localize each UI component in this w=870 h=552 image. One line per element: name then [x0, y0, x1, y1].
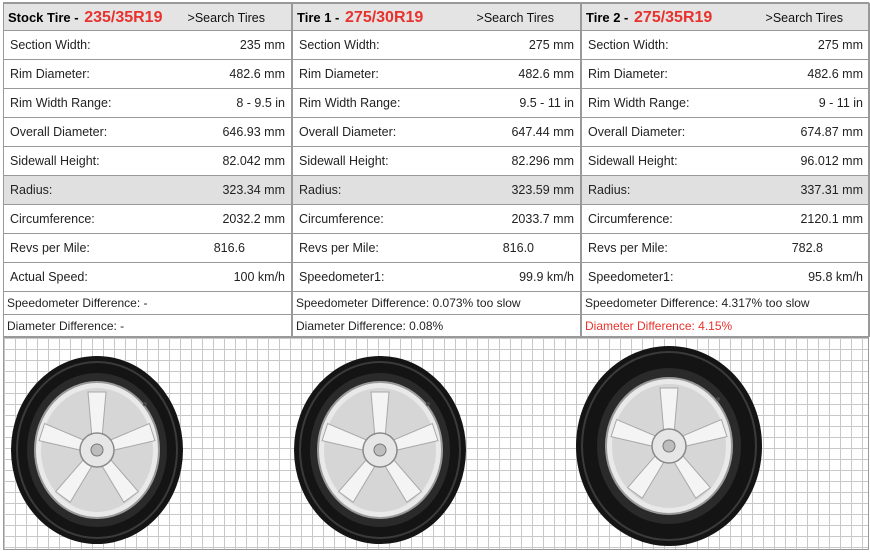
stock-rim-diameter-row	[3, 59, 292, 88]
tire2-speedometer-row	[581, 262, 870, 291]
stock-tire-title	[8, 9, 162, 27]
row-value: 96.012 mm	[800, 154, 863, 168]
row-label: Revs per Mile:	[588, 241, 668, 255]
row-value: 816.6	[213, 241, 245, 255]
row-label: Rim Width Range:	[299, 96, 401, 110]
row-label: Radius:	[10, 183, 53, 197]
row-label: Overall Diameter:	[588, 125, 686, 139]
tire2-rim-width-range-row	[581, 88, 870, 117]
row-value: 8 - 9.5 in	[236, 96, 285, 110]
row-label: Rim Diameter:	[299, 67, 379, 81]
stock-radius-row	[3, 175, 292, 204]
row-label: Rim Diameter:	[10, 67, 90, 81]
stock-circumference-row	[3, 204, 292, 233]
tire2-label: Tire 2 -	[586, 10, 633, 25]
row-value: 323.34 mm	[222, 183, 285, 197]
row-value: 782.8	[791, 241, 823, 255]
row-value: 816.0	[502, 241, 534, 255]
stock-tire-search-link[interactable]: >Search Tires	[187, 11, 265, 25]
tire2-revs-per-mile-row	[581, 233, 870, 262]
tire2-rim-diameter-row	[581, 59, 870, 88]
tire1-sidewall-height-row	[292, 146, 581, 175]
row-value: 275 mm	[528, 38, 574, 52]
row-value: 2032.2 mm	[222, 212, 285, 226]
stock-tire-column	[3, 3, 292, 337]
row-label: Speedometer1:	[299, 270, 385, 284]
tire2-column	[581, 3, 870, 337]
stock-revs-per-mile-row	[3, 233, 292, 262]
tire1-header	[292, 3, 581, 30]
row-value: 82.042 mm	[222, 154, 285, 168]
row-value: 9 - 11 in	[818, 96, 863, 110]
stock-tire-label: Stock Tire -	[8, 10, 83, 25]
row-label: Overall Diameter:	[10, 125, 108, 139]
tire1-section-width-row	[292, 30, 581, 59]
row-value: 95.8 km/h	[808, 270, 863, 284]
row-value: 646.93 mm	[222, 125, 285, 139]
tire2-circumference-row	[581, 204, 870, 233]
row-value: 9.5 - 11 in	[519, 96, 574, 110]
stock-rim-width-range-row	[3, 88, 292, 117]
stock-sidewall-height-row	[3, 146, 292, 175]
tire1-label: Tire 1 -	[297, 10, 344, 25]
tire1-title	[297, 9, 423, 27]
row-label: Sidewall Height:	[588, 154, 678, 168]
row-label: Sidewall Height:	[299, 154, 389, 168]
stock-tire-size: 235/35R19	[84, 9, 163, 26]
row-label: Radius:	[299, 183, 342, 197]
stock-actual-speed-row	[3, 262, 292, 291]
tire1-diameter-difference: Diameter Difference: 0.08%	[292, 314, 581, 337]
row-label: Overall Diameter:	[299, 125, 397, 139]
stock-section-width-row	[3, 30, 292, 59]
row-label: Circumference:	[588, 212, 673, 226]
tire1-speedometer-difference: Speedometer Difference: 0.073% too slow	[292, 291, 581, 314]
tire2-radius-row	[581, 175, 870, 204]
row-value: 275 mm	[817, 38, 863, 52]
row-value: 674.87 mm	[800, 125, 863, 139]
row-label: Revs per Mile:	[299, 241, 379, 255]
tire2-sidewall-height-row	[581, 146, 870, 175]
row-value: 482.6 mm	[518, 67, 574, 81]
row-label: Rim Width Range:	[10, 96, 112, 110]
row-label: Speedometer1:	[588, 270, 674, 284]
tire2-title	[586, 9, 712, 27]
tire2-section-width-row	[581, 30, 870, 59]
row-label: Section Width:	[10, 38, 91, 52]
row-label: Rim Diameter:	[588, 67, 668, 81]
tire2-header	[581, 3, 870, 30]
row-label: Circumference:	[10, 212, 95, 226]
row-value: 99.9 km/h	[519, 270, 574, 284]
tire1-overall-diameter-row	[292, 117, 581, 146]
tire2-overall-diameter-row	[581, 117, 870, 146]
tire2-speedometer-difference: Speedometer Difference: 4.317% too slow	[581, 291, 870, 314]
row-label: Radius:	[588, 183, 631, 197]
row-value: 482.6 mm	[229, 67, 285, 81]
row-value: 337.31 mm	[800, 183, 863, 197]
tire1-revs-per-mile-row	[292, 233, 581, 262]
stock-speedometer-difference: Speedometer Difference: -	[3, 291, 292, 314]
row-label: Actual Speed:	[10, 270, 88, 284]
tire-comparison-graph	[3, 337, 869, 550]
tire1-radius-row	[292, 175, 581, 204]
tire2-wheel-icon	[573, 342, 769, 548]
row-value: 82.296 mm	[511, 154, 574, 168]
tire1-rim-diameter-row	[292, 59, 581, 88]
row-label: Circumference:	[299, 212, 384, 226]
tire1-speedometer-row	[292, 262, 581, 291]
tire2-size: 275/35R19	[634, 9, 713, 26]
row-label: Rim Width Range:	[588, 96, 690, 110]
stock-diameter-difference: Diameter Difference: -	[3, 314, 292, 337]
row-value: 100 km/h	[233, 270, 285, 284]
row-value: 2120.1 mm	[800, 212, 863, 226]
stock-overall-diameter-row	[3, 117, 292, 146]
tire2-diameter-difference: Diameter Difference: 4.15%	[581, 314, 870, 337]
tire1-column	[292, 3, 581, 337]
row-label: Sidewall Height:	[10, 154, 100, 168]
tire1-rim-width-range-row	[292, 88, 581, 117]
tire1-wheel-icon	[292, 350, 472, 546]
row-value: 323.59 mm	[511, 183, 574, 197]
tire2-search-link[interactable]: >Search Tires	[765, 11, 843, 25]
stock-tire-header	[3, 3, 292, 30]
tire1-circumference-row	[292, 204, 581, 233]
stock-tire-wheel-icon	[9, 350, 189, 546]
row-value: 647.44 mm	[511, 125, 574, 139]
row-value: 235 mm	[239, 38, 285, 52]
row-label: Section Width:	[588, 38, 669, 52]
row-label: Section Width:	[299, 38, 380, 52]
row-value: 482.6 mm	[807, 67, 863, 81]
tire1-search-link[interactable]: >Search Tires	[476, 11, 554, 25]
tire1-size: 275/30R19	[345, 9, 424, 26]
row-value: 2033.7 mm	[511, 212, 574, 226]
row-label: Revs per Mile:	[10, 241, 90, 255]
